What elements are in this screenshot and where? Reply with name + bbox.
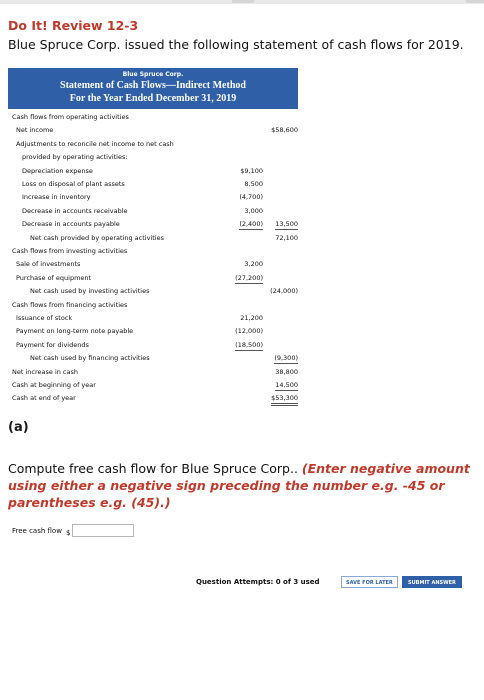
statement-row-label: Net cash provided by operating activities [30,233,164,242]
statement-row-total: 38,800 [275,367,298,376]
statement-row-label: Purchase of equipment [16,273,92,282]
question-attempts: Question Attempts: 0 of 3 used [196,578,320,586]
statement-row-label: Net income [16,126,54,135]
statement-row [8,219,298,229]
question-intro: Blue Spruce Corp. issued the following statement of cash flows for 2019. [8,37,464,52]
statement-row [8,313,298,323]
statement-row-amount: 3,200 [244,260,263,269]
statement-row [8,353,298,363]
statement-row-label: Payment for dividends [16,340,89,349]
statement-row-label: Payment on long-term note payable [16,327,134,336]
statement-row-label: Issuance of stock [16,314,73,322]
statement-row [8,286,298,296]
statement-company: Blue Spruce Corp. [122,71,184,78]
statement-row-amount: 8,500 [244,180,263,188]
statement-row [8,166,298,176]
statement-row-label: Sale of investments [16,260,81,269]
statement-title: Statement of Cash Flows—Indirect Method [60,80,246,91]
statement-row [8,340,298,350]
statement-row-label: Loss on disposal of plant assets [22,180,125,188]
statement-row-total: $58,600 [271,126,298,135]
statement-row [8,179,298,189]
statement-row-total: (24,000) [270,287,298,296]
statement-row-label: Cash at end of year [12,394,76,403]
part-instruction [8,460,480,511]
statement-row [8,393,298,403]
statement-row-label: Net cash used by financing activities [30,354,150,363]
statement-row-label: provided by operating activities: [22,153,128,162]
statement-row-label: Cash flows from investing activities [12,247,128,255]
statement-row-total: 14,500 [275,381,298,389]
cash-flow-statement [8,68,298,405]
instruction-note: (Enter negative amount using either a negative sign preceding the number e.g. -45 or parentheses e.g. (45).) [8,461,470,510]
statement-row-label: Decrease in accounts receivable [22,206,128,215]
statement-row-amount: 3,000 [244,206,263,215]
statement-row-total: 13,500 [275,220,298,229]
statement-row-total: $53,300 [271,393,298,406]
statement-row-label: Cash at beginning of year [12,381,96,389]
statement-row-amount: (4,700) [239,193,263,202]
statement-row [8,380,298,390]
statement-row-amount: (12,000) [235,327,263,336]
top-divider-segment [466,0,484,3]
statement-row [8,125,298,135]
statement-row [8,367,298,377]
statement-row-label: Cash flows from financing activities [12,300,128,309]
statement-row [8,300,298,310]
free-cash-flow-label: Free cash flow [12,527,62,535]
submit-answer-button[interactable]: SUBMIT ANSWER [402,576,462,588]
statement-row-amount: (27,200) [235,273,263,282]
statement-row [8,233,298,243]
statement-row-amount: 21,200 [240,314,263,322]
statement-row-label: Decrease in accounts payable [22,220,120,229]
statement-rows [8,109,298,405]
statement-row [8,112,298,122]
statement-row-label: Cash flows from operating activities [12,113,129,121]
save-for-later-button[interactable]: SAVE FOR LATER [341,576,398,588]
statement-row-total: (9,300) [274,354,298,363]
statement-row [8,152,298,162]
instruction-text: Compute free cash flow for Blue Spruce Corp.. [8,461,302,476]
statement-row-label: Net increase in cash [12,367,78,376]
statement-row-label: Net cash used by investing activities [30,287,150,296]
statement-row-label: Increase in inventory [22,193,91,202]
statement-row [8,206,298,216]
statement-row-amount: (2,400) [239,220,263,229]
statement-row-label: Adjustments to reconcile net income to net cash [16,139,174,148]
statement-period: For the Year Ended December 31, 2019 [69,93,237,104]
top-divider [0,0,484,4]
free-cash-flow-input[interactable] [72,524,134,537]
statement-row-amount: $9,100 [240,166,263,175]
currency-symbol: $ [66,529,71,537]
question-title: Do It! Review 12-3 [8,18,139,33]
statement-row [8,273,298,283]
statement-header [8,68,298,109]
statement-row [8,246,298,256]
statement-row [8,192,298,202]
top-divider-segment [232,0,254,3]
statement-row [8,326,298,336]
part-label: (a) [8,420,29,435]
statement-row-total: 72,100 [275,233,298,242]
statement-row-label: Depreciation expense [22,166,93,175]
statement-row [8,139,298,149]
statement-row-amount: (18,500) [235,340,263,349]
statement-row [8,259,298,269]
